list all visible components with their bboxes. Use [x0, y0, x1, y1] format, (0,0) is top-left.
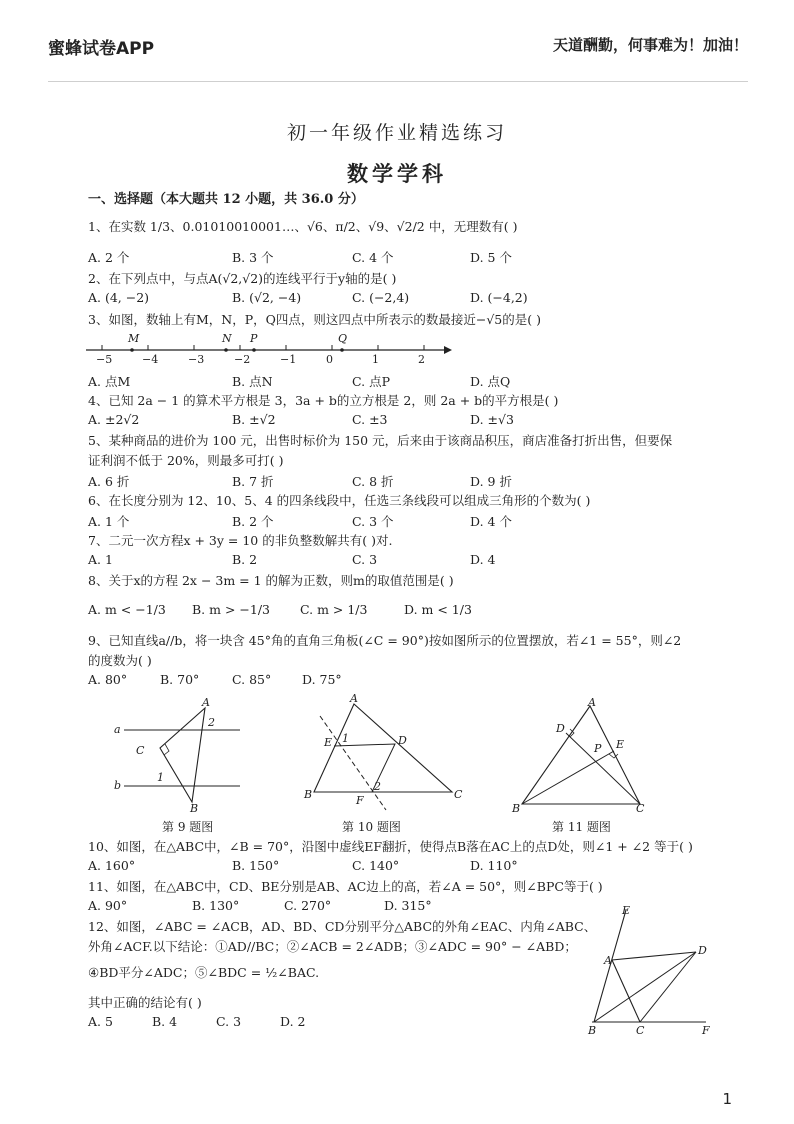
number-line-point-label: N — [222, 332, 232, 345]
number-line-point-label: Q — [338, 332, 348, 345]
number-line-tick-label: 1 — [372, 353, 379, 366]
option: A. 5 — [88, 1014, 113, 1029]
page-number: 1 — [722, 1090, 732, 1108]
number-line-tick-label: 2 — [418, 353, 425, 366]
fig9-label: A — [202, 696, 210, 709]
number-line-point — [252, 348, 256, 352]
option: D. (−4,2) — [470, 290, 528, 305]
fig11-label: P — [594, 742, 602, 755]
fig12-label: C — [636, 1024, 645, 1037]
figure-9 — [112, 696, 252, 814]
number-line-tick-label: 0 — [326, 353, 333, 366]
number-line-tick-label: −1 — [280, 353, 297, 366]
number-line-tick-label: −5 — [96, 353, 113, 366]
fig10-label: C — [454, 788, 463, 801]
question-stem: 9、已知直线a//b，将一块含 45°角的直角三角板(∠C = 90°)按如图所示的位置摆放，若∠1 = 55°，则∠2 — [88, 633, 682, 648]
option: A. 90° — [88, 898, 128, 913]
option: C. 3 个 — [352, 514, 394, 529]
option: D. 4 — [470, 552, 496, 567]
option: B. ±√2 — [232, 412, 276, 427]
fig9-label: a — [114, 723, 121, 736]
number-line-point-label: M — [128, 332, 140, 345]
option: D. 110° — [470, 858, 518, 873]
question-stem: 8、关于x的方程 2x − 3m = 1 的解为正数，则m的取值范围是( ) — [88, 573, 454, 588]
option: C. 140° — [352, 858, 400, 873]
question-stem: 10、如图，在△ABC中，∠B = 70°，沿图中虚线EF翻折，使得点B落在AC上的点D处，则∠1 + ∠2 等于( ) — [88, 839, 693, 854]
fig12-label: E — [622, 904, 631, 917]
fig10-label: E — [324, 736, 333, 749]
fig9-label: 1 — [157, 771, 164, 784]
option: C. 3 — [352, 552, 378, 567]
question-stem-continued: 证利润不低于 20%，则最多可打( ) — [88, 453, 284, 468]
option: B. (√2, −4) — [232, 290, 302, 305]
option: B. 4 — [152, 1014, 178, 1029]
fig10-label: 2 — [374, 780, 381, 793]
question-stem-continued: ④BD平分∠ADC；⑤∠BDC = ½∠BAC. — [88, 965, 320, 980]
fig9-label: C — [136, 744, 145, 757]
number-line-tick-label: −2 — [234, 353, 251, 366]
option: A. 2 个 — [88, 250, 130, 265]
fig11-label: E — [616, 738, 625, 751]
option: A. 1 — [88, 552, 113, 567]
option: A. 1 个 — [88, 514, 130, 529]
fig12-label: A — [604, 954, 612, 967]
fig12-label: B — [588, 1024, 597, 1037]
option: D. 点Q — [470, 374, 511, 389]
question-stem: 2、在下列点中，与点A(√2,√2)的连线平行于y轴的是( ) — [88, 271, 397, 286]
fig11-label: A — [588, 696, 596, 709]
question-stem: 3、如图，数轴上有M，N，P，Q四点，则这四点中所表示的数最接近−√5的是( ) — [88, 312, 541, 327]
fig9-label: B — [190, 802, 199, 814]
option: B. 70° — [160, 672, 200, 687]
question-stem: 1、在实数 1/3、0.01010010001…、√6、π/2、√9、√2/2 中，无理数有( ) — [88, 219, 518, 234]
option: D. 75° — [302, 672, 342, 687]
option: A. 6 折 — [88, 474, 130, 489]
brand-name: 蜜蜂试卷APP — [48, 39, 155, 59]
number-line-figure — [82, 330, 452, 370]
figure-12 — [584, 904, 720, 1040]
slogan: 天道酬勤，何事难为！加油！ — [552, 36, 748, 54]
question-stem: 12、如图，∠ABC = ∠ACB，AD、BD、CD分别平分△ABC的外角∠EAC、内角∠ABC、 — [88, 919, 597, 934]
question-stem-continued: 外角∠ACF.以下结论：①AD//BC；②∠ACB = 2∠ADB；③∠ADC = 90° − ∠ABD； — [88, 939, 577, 954]
option: B. 3 个 — [232, 250, 274, 265]
fig10-label: D — [398, 734, 407, 747]
option: B. 点N — [232, 374, 273, 389]
option: C. 85° — [232, 672, 272, 687]
option: D. 315° — [384, 898, 432, 913]
number-line-tick-label: −4 — [142, 353, 159, 366]
option: C. 8 折 — [352, 474, 394, 489]
option: B. 150° — [232, 858, 280, 873]
section-heading: 一、选择题（本大题共 12 小题，共 36.0 分） — [88, 192, 364, 207]
fig12-label: F — [702, 1024, 710, 1037]
question-stem: 11、如图，在△ABC中，CD、BE分别是AB、AC边上的高，若∠A = 50°，则∠BPC等于( ) — [88, 879, 603, 894]
fig11-label: B — [512, 802, 521, 815]
option: A. ±2√2 — [88, 412, 140, 427]
option: D. 2 — [280, 1014, 306, 1029]
page-subtitle: 数学学科 — [347, 161, 447, 186]
option: D. ±√3 — [470, 412, 514, 427]
number-line-point-label: P — [250, 332, 258, 345]
fig12-label: D — [698, 944, 707, 957]
option: B. m > −1/3 — [192, 602, 270, 617]
question-stem-continued: 的度数为( ) — [88, 653, 152, 668]
option: A. (4, −2) — [88, 290, 150, 305]
option: C. 4 个 — [352, 250, 394, 265]
option: C. ±3 — [352, 412, 388, 427]
option: C. 点P — [352, 374, 390, 389]
option: A. 点M — [88, 374, 131, 389]
figure-10 — [300, 694, 466, 814]
figure-11 — [508, 696, 654, 816]
fig11-label: C — [636, 802, 645, 815]
option: B. 7 折 — [232, 474, 274, 489]
fig9-label: 2 — [208, 716, 215, 729]
option: D. 4 个 — [470, 514, 512, 529]
question-stem-continued: 其中正确的结论有( ) — [88, 995, 202, 1010]
option: D. 5 个 — [470, 250, 512, 265]
fig11-label: D — [556, 722, 565, 735]
option: D. m < 1/3 — [404, 602, 472, 617]
question-stem: 7、二元一次方程x + 3y = 10 的非负整数解共有( )对. — [88, 533, 393, 548]
fig9-label: b — [114, 779, 122, 792]
fig10-label: F — [356, 794, 364, 807]
option: C. 270° — [284, 898, 332, 913]
number-line-point — [340, 348, 344, 352]
fig10-label: B — [304, 788, 313, 801]
option: B. 2 — [232, 552, 258, 567]
number-line-point — [224, 348, 228, 352]
option: B. 2 个 — [232, 514, 274, 529]
option: B. 130° — [192, 898, 240, 913]
option: C. (−2,4) — [352, 290, 410, 305]
page-title: 初一年级作业精选练习 — [286, 122, 507, 144]
option: D. 9 折 — [470, 474, 512, 489]
fig10-label: A — [350, 694, 358, 705]
question-stem: 5、某种商品的进价为 100 元，出售时标价为 150 元，后来由于该商品积压，商店准备打折出售，但要保 — [88, 433, 673, 448]
option: C. m > 1/3 — [300, 602, 368, 617]
number-line-point — [130, 348, 134, 352]
question-stem: 6、在长度分别为 12、10、5、4 的四条线段中，任选三条线段可以组成三角形的个数为( ) — [88, 493, 591, 508]
figure-10-caption: 第 10 题图 — [342, 820, 401, 834]
option: A. 80° — [88, 672, 128, 687]
option: C. 3 — [216, 1014, 242, 1029]
number-line-tick-label: −3 — [188, 353, 205, 366]
question-stem: 4、已知 2a − 1 的算术平方根是 3，3a + b的立方根是 2，则 2a + b的平方根是( ) — [88, 393, 559, 408]
option: A. 160° — [88, 858, 136, 873]
figure-11-caption: 第 11 题图 — [552, 820, 611, 834]
option: A. m < −1/3 — [88, 602, 166, 617]
figure-9-caption: 第 9 题图 — [162, 820, 214, 834]
fig10-label: 1 — [342, 732, 349, 745]
header-divider — [48, 81, 748, 82]
